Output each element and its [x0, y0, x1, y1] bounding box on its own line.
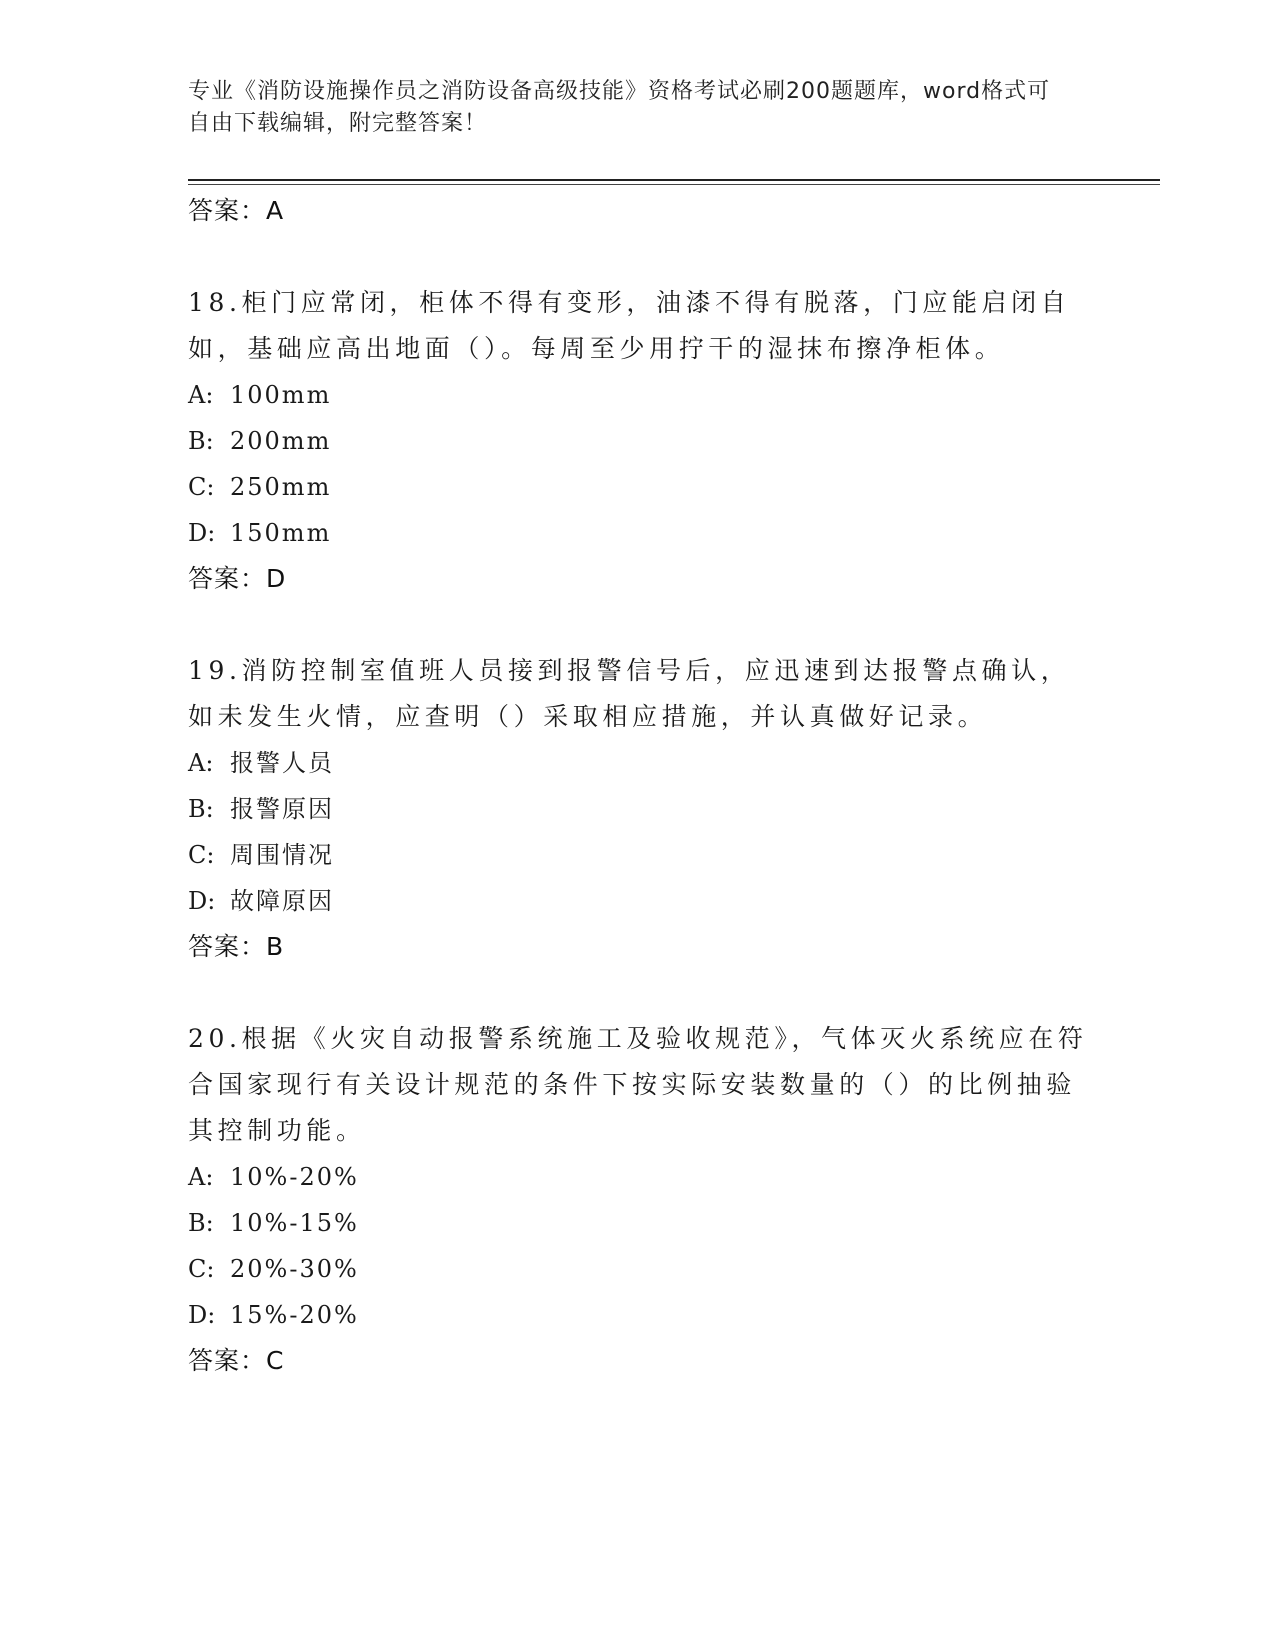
option-key: D: — [188, 1301, 216, 1329]
option-a — [188, 740, 1088, 786]
option-text: 20%-30% — [230, 1255, 359, 1283]
option-c — [188, 1246, 1088, 1292]
spacer — [188, 234, 1088, 280]
option-text: 250mm — [230, 473, 332, 501]
option-text: 报警人员 — [230, 749, 334, 777]
header-divider-thin — [188, 184, 1160, 185]
option-text: 200mm — [230, 427, 332, 455]
option-key: C: — [188, 841, 215, 869]
option-b — [188, 1200, 1088, 1246]
option-key: A: — [188, 1163, 214, 1191]
option-text: 150mm — [230, 519, 332, 547]
option-text: 100mm — [230, 381, 332, 409]
option-a — [188, 1154, 1088, 1200]
option-key: D: — [188, 887, 216, 915]
option-text: 15%-20% — [230, 1301, 359, 1329]
option-text: 故障原因 — [230, 887, 334, 915]
option-a — [188, 372, 1088, 418]
question-block — [188, 648, 1088, 970]
question-text: 19.消防控制室值班人员接到报警信号后，应迅速到达报警点确认，如未发生火情，应查明（）采取相应措施，并认真做好记录。 — [188, 656, 1071, 731]
answer-line: 答案：B — [188, 932, 285, 961]
question-list — [188, 188, 1088, 1384]
question-text: 20.根据《火灾自动报警系统施工及验收规范》，气体灭火系统应在符合国家现行有关设计规范的条件下按实际安装数量的（）的比例抽验其控制功能。 — [188, 1024, 1088, 1145]
option-d — [188, 1292, 1088, 1338]
spacer — [188, 970, 1088, 1016]
option-b — [188, 786, 1088, 832]
option-text: 10%-15% — [230, 1209, 359, 1237]
answer-line: 答案：C — [188, 1346, 285, 1375]
option-d — [188, 878, 1088, 924]
option-key: A: — [188, 381, 214, 409]
option-key: B: — [188, 427, 214, 455]
option-key: D: — [188, 519, 216, 547]
spacer — [188, 602, 1088, 648]
answer-line: 答案：D — [188, 564, 287, 593]
question-block — [188, 1016, 1088, 1384]
option-text: 周围情况 — [230, 841, 334, 869]
answer-line: 答案：A — [188, 196, 285, 225]
question-block — [188, 280, 1088, 602]
option-c — [188, 464, 1088, 510]
option-text: 10%-20% — [230, 1163, 359, 1191]
option-key: A: — [188, 749, 214, 777]
option-b — [188, 418, 1088, 464]
option-key: B: — [188, 1209, 214, 1237]
option-text: 报警原因 — [230, 795, 334, 823]
question-text: 18.柜门应常闭，柜体不得有变形，油漆不得有脱落，门应能启闭自如，基础应高出地面（）。每周至少用拧干的湿抹布擦净柜体。 — [188, 288, 1071, 363]
document-header: 专业《消防设施操作员之消防设备高级技能》资格考试必刷200题题库，word格式可自由下载编辑，附完整答案！ — [188, 79, 1051, 136]
option-d — [188, 510, 1088, 556]
option-key: B: — [188, 795, 214, 823]
header-divider-thick — [188, 179, 1160, 181]
option-key: C: — [188, 1255, 215, 1283]
option-c — [188, 832, 1088, 878]
option-key: C: — [188, 473, 215, 501]
